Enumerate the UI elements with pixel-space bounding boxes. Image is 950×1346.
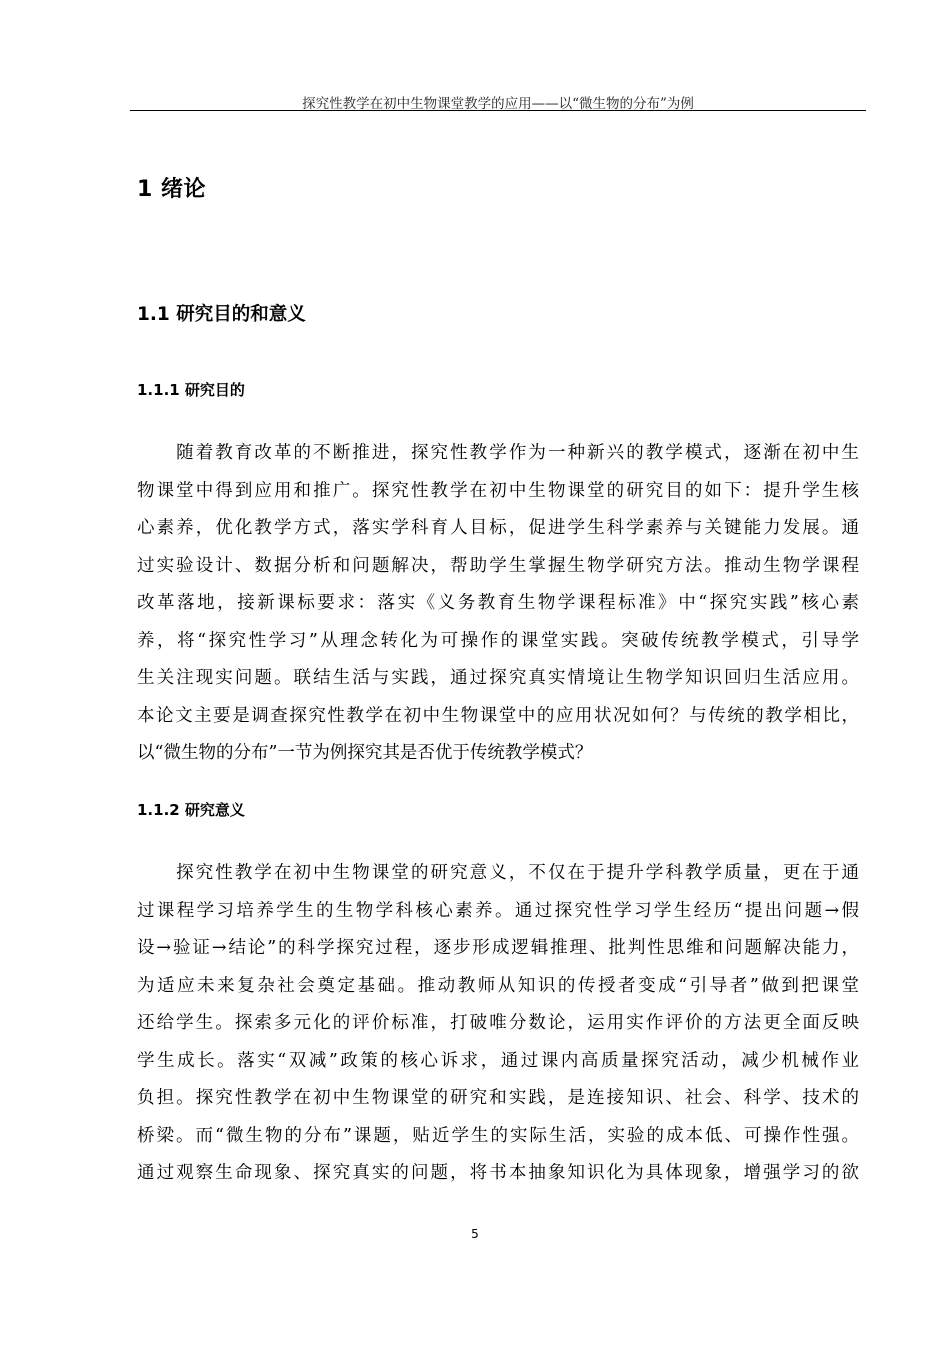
header-rule [130, 110, 866, 111]
paragraph-significance [137, 855, 859, 1193]
text-line: 养，将“探究性学习”从理念转化为可操作的课堂实践。突破传统教学模式，引导学 [137, 630, 859, 651]
text-line: 探究性教学在初中生物课堂的研究意义，不仅在于提升学科教学质量，更在于通 [137, 863, 859, 883]
text-line: 以“微生物的分布”一节为例探究其是否优于传统教学模式？ [137, 743, 593, 763]
subsection-title-significance: 1.1.2 研究意义 [137, 801, 245, 819]
text-line: 过实验设计、数据分析和问题解决，帮助学生掌握生物学研究方法。推动生物学课程 [137, 555, 859, 576]
text-line: 桥梁。而“微生物的分布”课题，贴近学生的实际生活，实验的成本低、可操作性强。 [137, 1125, 859, 1146]
running-header: 探究性教学在初中生物课堂教学的应用——以“微生物的分布”为例 [302, 96, 694, 112]
text-line: 随着教育改革的不断推进，探究性教学作为一种新兴的教学模式，逐渐在初中生 [137, 443, 859, 463]
text-line: 生关注现实问题。联结生活与实践，通过探究真实情境让生物学知识回归生活应用。 [137, 668, 859, 688]
text-line: 心素养，优化教学方式，落实学科育人目标，促进学生科学素养与关键能力发展。通 [137, 518, 859, 538]
text-line: 还给学生。探索多元化的评价标准，打破唯分数论，运用实作评价的方法更全面反映 [137, 1013, 859, 1033]
paragraph-purpose [137, 435, 859, 773]
page-number: 5 [471, 1227, 479, 1241]
text-line: 学生成长。落实“双减”政策的核心诉求，通过课内高质量探究活动，减少机械作业 [137, 1050, 859, 1071]
text-line: 物课堂中得到应用和推广。探究性教学在初中生物课堂的研究目的如下：提升学生核 [137, 480, 859, 501]
text-line: 通过观察生命现象、探究真实的问题，将书本抽象知识化为具体现象，增强学习的欲 [137, 1163, 859, 1183]
section-title: 1.1 研究目的和意义 [137, 304, 306, 325]
text-line: 过课程学习培养学生的生物学科核心素养。通过探究性学习学生经历“提出问题→假 [137, 900, 859, 921]
subsection-title-purpose: 1.1.1 研究目的 [137, 381, 245, 399]
text-line: 负担。探究性教学在初中生物课堂的研究和实践，是连接知识、社会、科学、技术的 [137, 1088, 859, 1108]
text-line: 改革落地，接新课标要求：落实《义务教育生物学课程标准》中“探究实践”核心素 [137, 593, 859, 613]
text-line: 设→验证→结论”的科学探究过程，逐步形成逻辑推理、批判性思维和问题解决能力， [137, 938, 859, 958]
text-line: 本论文主要是调查探究性教学在初中生物课堂中的应用状况如何？与传统的教学相比， [137, 705, 859, 726]
text-line: 为适应未来复杂社会奠定基础。推动教师从知识的传授者变成“引导者”做到把课堂 [137, 975, 859, 996]
chapter-title: 1 绪论 [137, 177, 206, 202]
